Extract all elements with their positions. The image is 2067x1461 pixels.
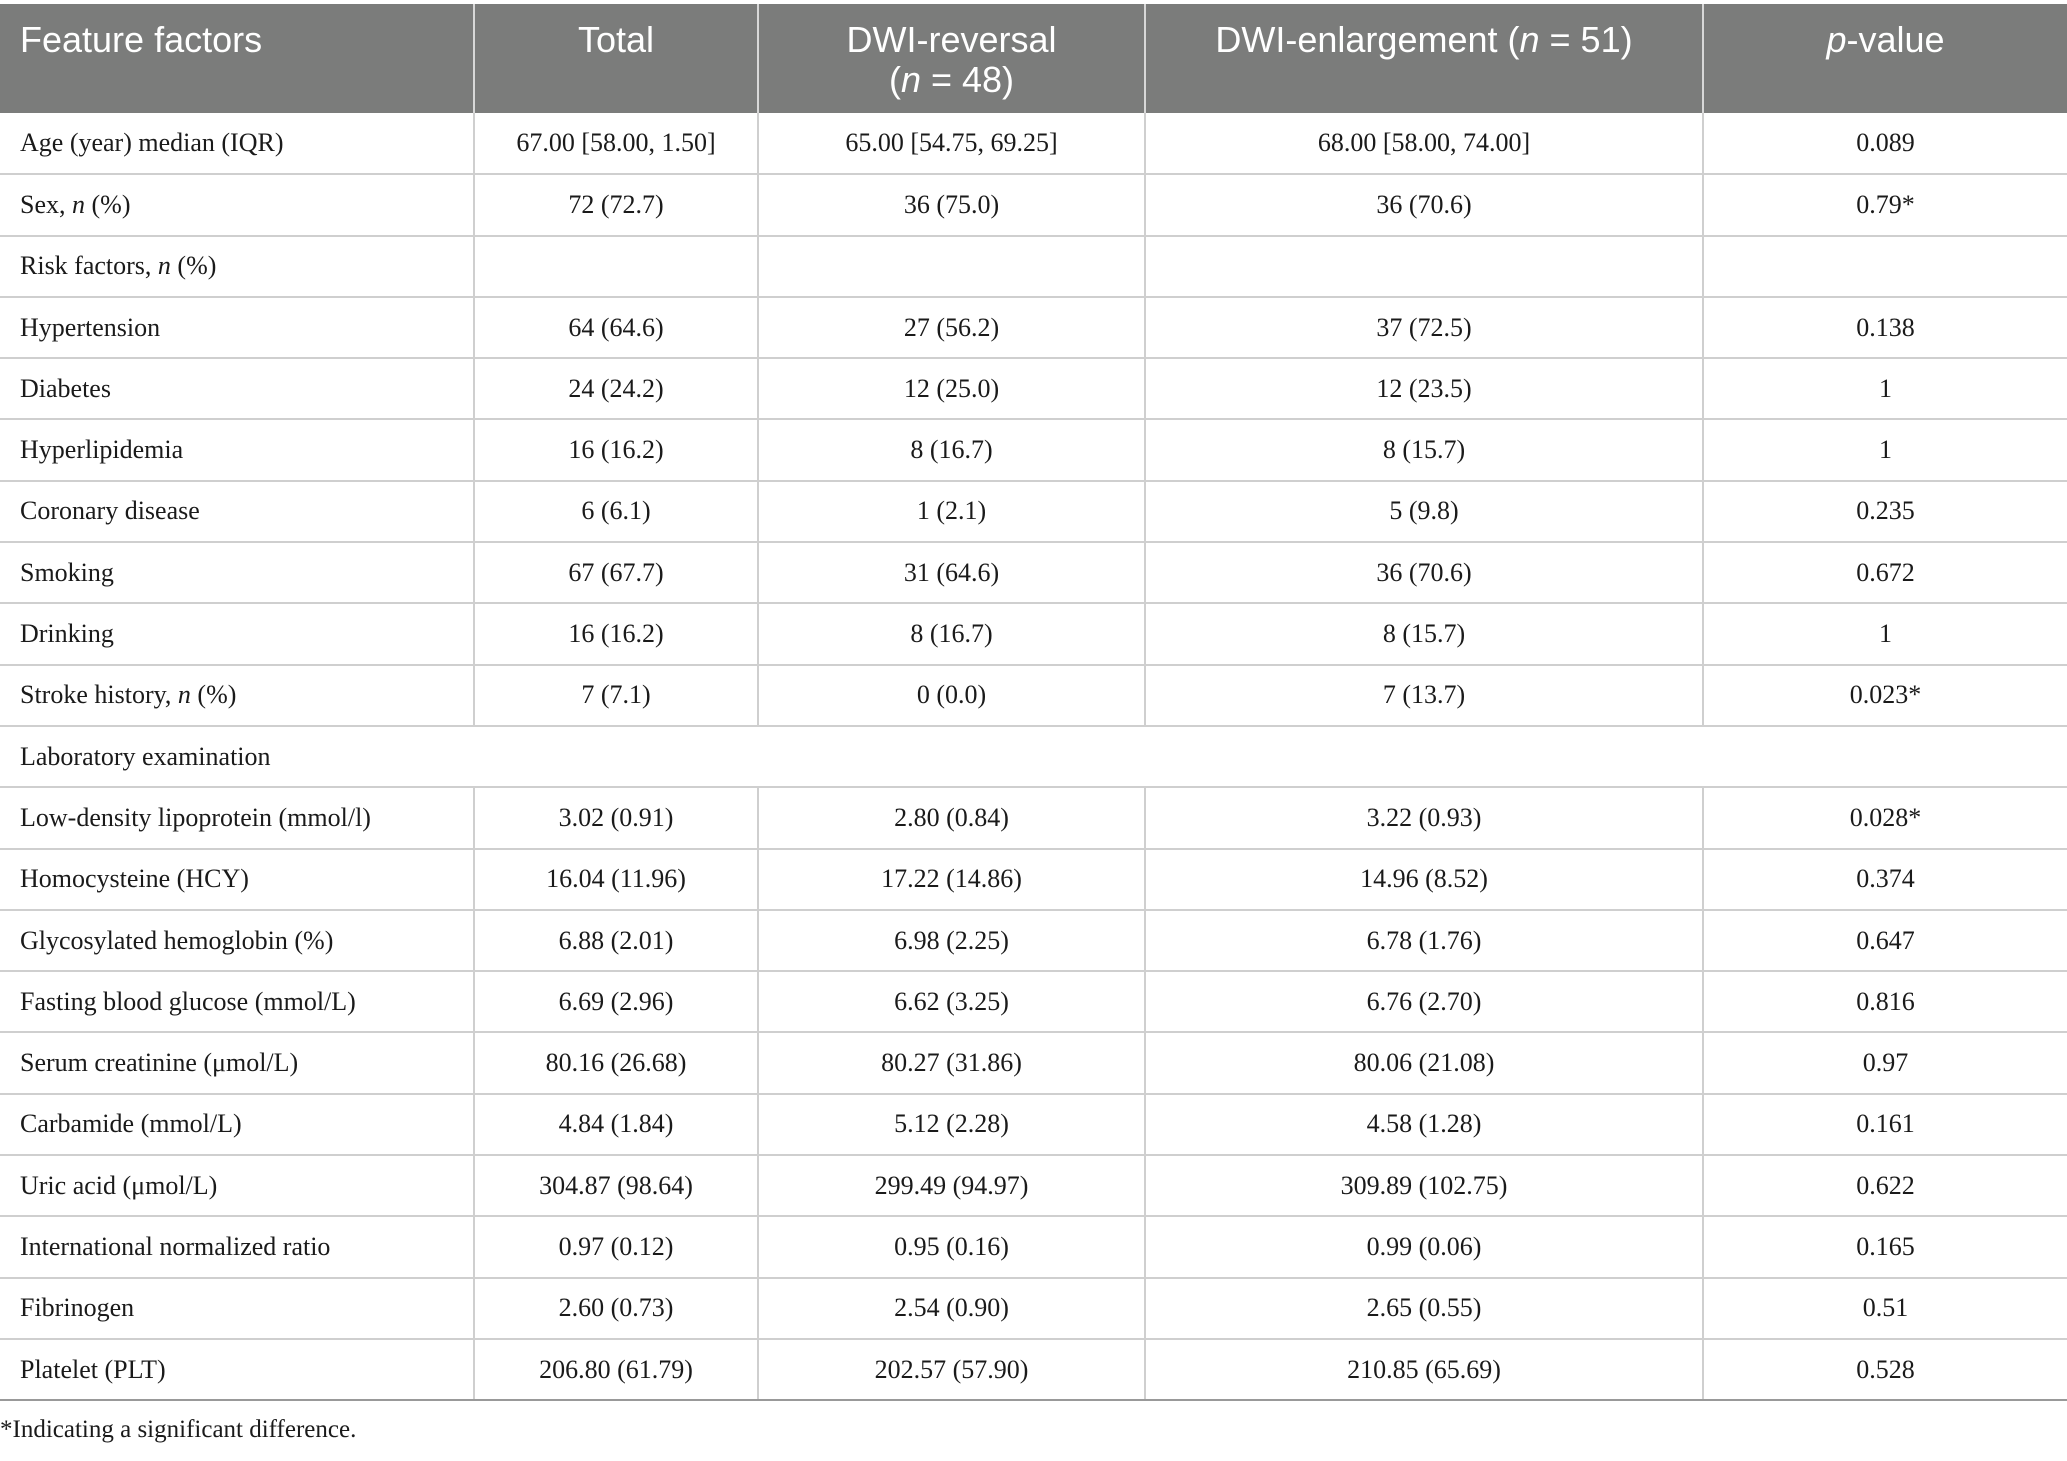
cell-total: 64 (64.6) [474, 297, 758, 358]
cell-dwi-reversal: 5.12 (2.28) [758, 1094, 1145, 1155]
table-row [0, 787, 2067, 848]
cell-total [474, 236, 758, 297]
cell-total: 67.00 [58.00, 1.50] [474, 113, 758, 174]
cell-p-value: 0.161 [1703, 1094, 2067, 1155]
row-label: Hypertension [0, 297, 474, 358]
table-row [0, 236, 2067, 297]
footnote: *Indicating a significant difference. [0, 1416, 357, 1443]
cell-dwi-reversal: 6.62 (3.25) [758, 971, 1145, 1032]
table-body [0, 113, 2067, 1400]
cell-total: 6.69 (2.96) [474, 971, 758, 1032]
table-row [0, 174, 2067, 235]
table-row [0, 910, 2067, 971]
cell-p-value: 0.51 [1703, 1278, 2067, 1339]
cell-total: 80.16 (26.68) [474, 1032, 758, 1093]
cell-dwi-enlargement: 36 (70.6) [1145, 542, 1703, 603]
row-label: Fibrinogen [0, 1278, 474, 1339]
cell-dwi-reversal: 0.95 (0.16) [758, 1216, 1145, 1277]
cell-dwi-enlargement: 4.58 (1.28) [1145, 1094, 1703, 1155]
row-label: Homocysteine (HCY) [0, 849, 474, 910]
cell-p-value: 0.089 [1703, 113, 2067, 174]
section-row [0, 726, 2067, 787]
row-label: Sex, n (%) [0, 174, 474, 235]
table-row [0, 1216, 2067, 1277]
header-dwi-enlargement: DWI-enlargement (n = 51) [1145, 4, 1703, 113]
row-label: Stroke history, n (%) [0, 665, 474, 726]
cell-total: 16 (16.2) [474, 419, 758, 480]
cell-p-value: 0.138 [1703, 297, 2067, 358]
header-dwi-reversal: DWI-reversal (n = 48) [758, 4, 1145, 113]
cell-p-value: 0.647 [1703, 910, 2067, 971]
cell-total: 6.88 (2.01) [474, 910, 758, 971]
cell-p-value: 0.672 [1703, 542, 2067, 603]
table-row [0, 971, 2067, 1032]
table-row [0, 358, 2067, 419]
cell-p-value: 1 [1703, 358, 2067, 419]
cell-p-value [1703, 236, 2067, 297]
row-label: Glycosylated hemoglobin (%) [0, 910, 474, 971]
table-row [0, 1278, 2067, 1339]
cell-dwi-reversal: 0 (0.0) [758, 665, 1145, 726]
cell-dwi-enlargement: 210.85 (65.69) [1145, 1339, 1703, 1400]
cell-dwi-enlargement: 14.96 (8.52) [1145, 849, 1703, 910]
cell-p-value: 0.165 [1703, 1216, 2067, 1277]
cell-p-value: 0.816 [1703, 971, 2067, 1032]
cell-dwi-reversal: 12 (25.0) [758, 358, 1145, 419]
cell-dwi-reversal: 2.80 (0.84) [758, 787, 1145, 848]
cell-dwi-enlargement: 36 (70.6) [1145, 174, 1703, 235]
cell-total: 7 (7.1) [474, 665, 758, 726]
cell-total: 0.97 (0.12) [474, 1216, 758, 1277]
table-row [0, 481, 2067, 542]
cell-dwi-enlargement: 0.99 (0.06) [1145, 1216, 1703, 1277]
cell-dwi-reversal: 65.00 [54.75, 69.25] [758, 113, 1145, 174]
row-label: Hyperlipidemia [0, 419, 474, 480]
cell-dwi-reversal: 8 (16.7) [758, 603, 1145, 664]
cell-total: 72 (72.7) [474, 174, 758, 235]
cell-dwi-enlargement: 8 (15.7) [1145, 419, 1703, 480]
table-row [0, 113, 2067, 174]
cell-total: 67 (67.7) [474, 542, 758, 603]
table-row [0, 419, 2067, 480]
cell-p-value: 0.374 [1703, 849, 2067, 910]
row-label: Age (year) median (IQR) [0, 113, 474, 174]
row-label: Smoking [0, 542, 474, 603]
row-label: Diabetes [0, 358, 474, 419]
cell-total: 6 (6.1) [474, 481, 758, 542]
header-total: Total [474, 4, 758, 113]
cell-dwi-enlargement: 309.89 (102.75) [1145, 1155, 1703, 1216]
table-row [0, 665, 2067, 726]
table-row [0, 1032, 2067, 1093]
header-p-value: p-value [1703, 4, 2067, 113]
cell-dwi-reversal: 6.98 (2.25) [758, 910, 1145, 971]
table-row [0, 1094, 2067, 1155]
row-label: Low-density lipoprotein (mmol/l) [0, 787, 474, 848]
cell-dwi-reversal: 299.49 (94.97) [758, 1155, 1145, 1216]
cell-total: 16.04 (11.96) [474, 849, 758, 910]
cell-total: 2.60 (0.73) [474, 1278, 758, 1339]
cell-total: 16 (16.2) [474, 603, 758, 664]
cell-dwi-reversal: 1 (2.1) [758, 481, 1145, 542]
row-label: Platelet (PLT) [0, 1339, 474, 1400]
cell-dwi-enlargement: 12 (23.5) [1145, 358, 1703, 419]
row-label: Carbamide (mmol/L) [0, 1094, 474, 1155]
cell-p-value: 0.622 [1703, 1155, 2067, 1216]
table-row [0, 1155, 2067, 1216]
section-label: Laboratory examination [0, 726, 2067, 787]
cell-total: 3.02 (0.91) [474, 787, 758, 848]
table-row [0, 542, 2067, 603]
cell-total: 206.80 (61.79) [474, 1339, 758, 1400]
header-feature-factors: Feature factors [0, 4, 474, 113]
cell-dwi-enlargement: 8 (15.7) [1145, 603, 1703, 664]
row-label: International normalized ratio [0, 1216, 474, 1277]
table-row [0, 603, 2067, 664]
cell-total: 4.84 (1.84) [474, 1094, 758, 1155]
cell-p-value: 0.528 [1703, 1339, 2067, 1400]
row-label: Drinking [0, 603, 474, 664]
row-label: Coronary disease [0, 481, 474, 542]
cell-p-value: 0.023* [1703, 665, 2067, 726]
cell-dwi-enlargement: 68.00 [58.00, 74.00] [1145, 113, 1703, 174]
row-label: Serum creatinine (μmol/L) [0, 1032, 474, 1093]
cell-dwi-reversal: 27 (56.2) [758, 297, 1145, 358]
row-label: Fasting blood glucose (mmol/L) [0, 971, 474, 1032]
cell-dwi-enlargement: 37 (72.5) [1145, 297, 1703, 358]
cell-p-value: 0.79* [1703, 174, 2067, 235]
cell-p-value: 0.235 [1703, 481, 2067, 542]
row-label: Uric acid (μmol/L) [0, 1155, 474, 1216]
cell-p-value: 0.97 [1703, 1032, 2067, 1093]
cell-dwi-reversal: 202.57 (57.90) [758, 1339, 1145, 1400]
cell-dwi-enlargement: 7 (13.7) [1145, 665, 1703, 726]
table-row [0, 849, 2067, 910]
table-row [0, 297, 2067, 358]
cell-dwi-reversal: 2.54 (0.90) [758, 1278, 1145, 1339]
cell-dwi-reversal [758, 236, 1145, 297]
cell-dwi-reversal: 36 (75.0) [758, 174, 1145, 235]
cell-total: 304.87 (98.64) [474, 1155, 758, 1216]
cell-p-value: 1 [1703, 419, 2067, 480]
cell-total: 24 (24.2) [474, 358, 758, 419]
cell-dwi-enlargement: 80.06 (21.08) [1145, 1032, 1703, 1093]
cell-dwi-enlargement [1145, 236, 1703, 297]
cell-p-value: 1 [1703, 603, 2067, 664]
cell-dwi-enlargement: 6.78 (1.76) [1145, 910, 1703, 971]
cell-dwi-reversal: 31 (64.6) [758, 542, 1145, 603]
cell-dwi-reversal: 80.27 (31.86) [758, 1032, 1145, 1093]
cell-dwi-reversal: 17.22 (14.86) [758, 849, 1145, 910]
cell-p-value: 0.028* [1703, 787, 2067, 848]
cell-dwi-enlargement: 6.76 (2.70) [1145, 971, 1703, 1032]
cell-dwi-enlargement: 2.65 (0.55) [1145, 1278, 1703, 1339]
cell-dwi-enlargement: 3.22 (0.93) [1145, 787, 1703, 848]
cell-dwi-enlargement: 5 (9.8) [1145, 481, 1703, 542]
cell-dwi-reversal: 8 (16.7) [758, 419, 1145, 480]
table-header [0, 4, 2067, 113]
row-label: Risk factors, n (%) [0, 236, 474, 297]
table-row [0, 1339, 2067, 1400]
data-table [0, 4, 2067, 1401]
header-row [0, 4, 2067, 113]
